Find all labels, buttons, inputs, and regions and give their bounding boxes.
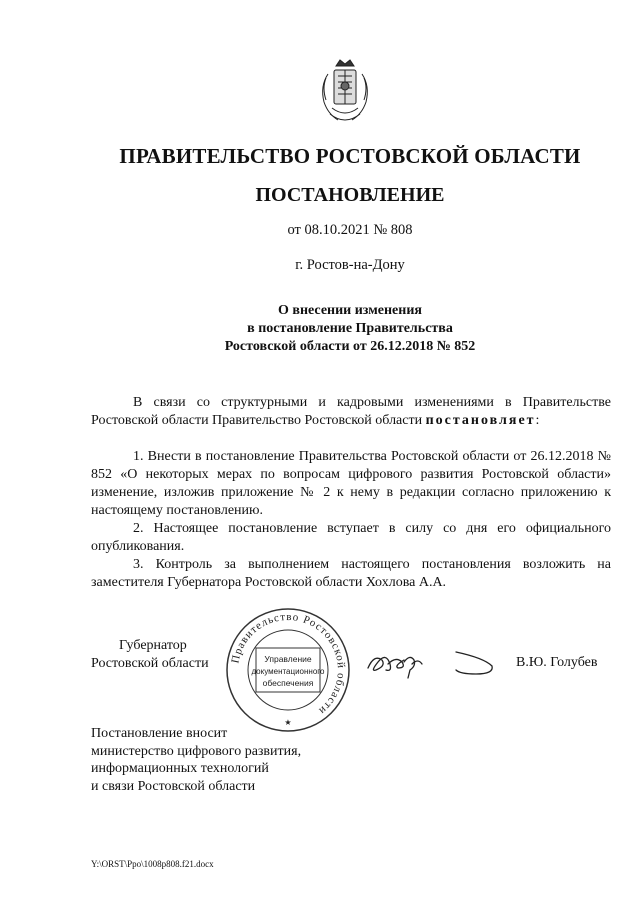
signatory-position xyxy=(91,637,209,673)
document-subject xyxy=(0,302,640,356)
signatory-name: В.Ю. Голубев xyxy=(516,655,598,670)
stamp-line-2: документационного xyxy=(251,667,325,676)
stamp-line-3: обеспечения xyxy=(262,678,314,688)
file-path: Y:\ORST\Ppo\1008p808.f21.docx xyxy=(91,859,214,869)
subject-line-1: О внесении изменения xyxy=(278,303,422,318)
subject-line-3: Ростовской области от 26.12.2018 № 852 xyxy=(224,339,476,354)
clause-1: 1. Внести в постановление Правительства Ростовской области от 26.12.2018 № 852 «О некоторых мерах по вопросам цифрового развития Ростовской области» изменение, изложив приложение № 2 к нему в редакции согласно приложению к настоящему постановлению. xyxy=(91,449,611,518)
coat-of-arms-emblem xyxy=(314,56,376,126)
document-type: ПОСТАНОВЛЕНИЕ xyxy=(255,184,445,206)
position-line-1: Губернатор xyxy=(119,638,187,653)
preamble-end: : xyxy=(535,413,540,428)
svg-text:★: ★ xyxy=(284,718,292,727)
document-date-number: от 08.10.2021 № 808 xyxy=(287,222,413,238)
subject-line-2: в постановление Правительства xyxy=(247,321,453,336)
official-stamp xyxy=(224,606,352,734)
submitted-line-3: информационных технологий xyxy=(91,761,269,776)
handwritten-signature xyxy=(360,640,500,688)
submitted-by-note xyxy=(91,725,301,795)
submitted-line-2: министерство цифрового развития, xyxy=(91,743,302,759)
clause-2: 2. Настоящее постановление вступает в силу со дня его официального опубликования. xyxy=(91,521,611,554)
preamble-emphasis: постановляет xyxy=(425,413,536,428)
clause-3: 3. Контроль за выполнением настоящего постановления возложить на заместителя Губернатора Ростовской области Хохлова А.А. xyxy=(91,557,611,590)
position-line-2: Ростовской области xyxy=(91,656,209,671)
preamble-paragraph xyxy=(91,394,611,430)
svg-text:Правительство Ростовской облас xyxy=(229,611,347,717)
submitted-line-1: Постановление вносит xyxy=(91,726,228,741)
government-title: ПРАВИТЕЛЬСТВО РОСТОВСКОЙ ОБЛАСТИ xyxy=(119,144,581,168)
preamble-text: В связи со структурными и кадровыми изменениями в Правительстве Ростовской области Правительство Ростовской области xyxy=(91,395,611,428)
submitted-line-4: и связи Ростовской области xyxy=(91,778,256,794)
stamp-line-1: Управление xyxy=(264,654,312,664)
stamp-ring-text: Правительство Ростовской области xyxy=(229,610,348,718)
document-city: г. Ростов-на-Дону xyxy=(295,257,405,273)
